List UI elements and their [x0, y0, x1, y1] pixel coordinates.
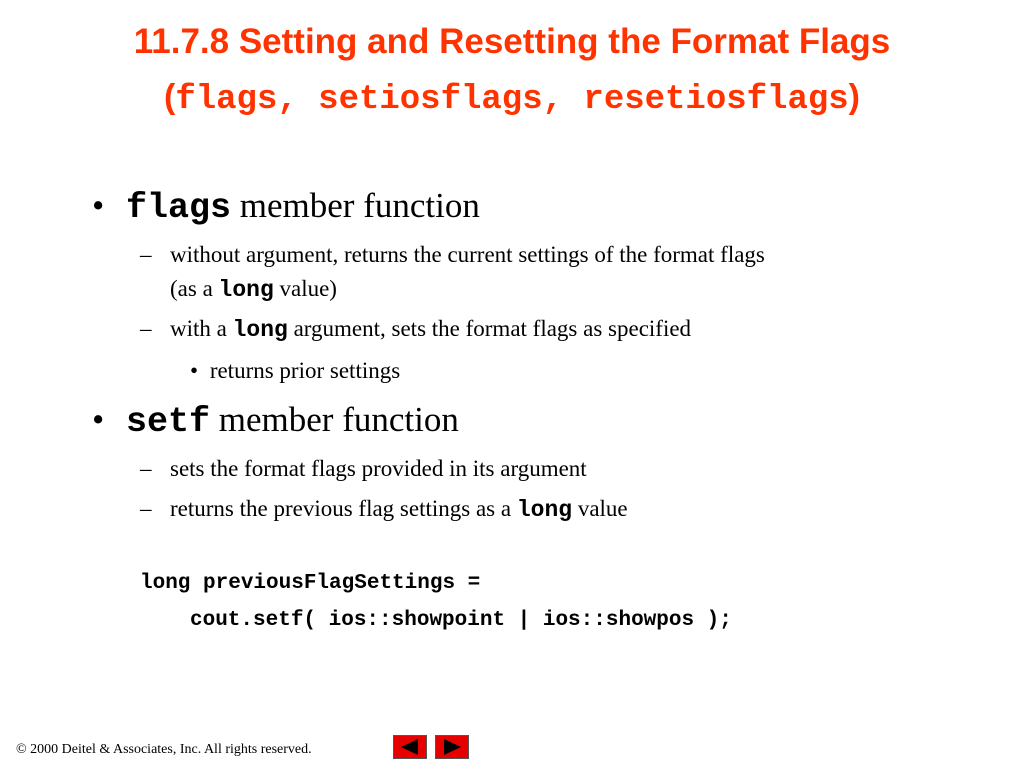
subtitle-open-paren: (: [164, 78, 176, 116]
bullet-keyword: setf: [126, 402, 211, 442]
inline-code: long: [232, 317, 288, 343]
sub-sub-bullet-text: returns prior settings: [209, 358, 401, 383]
sub-bullet: [140, 496, 628, 523]
dash-marker: –: [140, 316, 152, 341]
dash-marker: –: [140, 496, 152, 521]
next-slide-button[interactable]: [435, 735, 469, 759]
subtitle-close-paren: ): [848, 78, 860, 116]
bullet-setf: [92, 400, 459, 442]
copyright-text: 2000 Deitel & Associates, Inc. All rights reserved.: [26, 742, 312, 757]
bullet-text: member function: [210, 400, 459, 439]
sub-sub-bullet: [190, 358, 400, 384]
copyright-footer: [16, 742, 312, 758]
sub-bullet: [140, 242, 765, 268]
previous-slide-button[interactable]: [393, 735, 427, 759]
slide-subtitle: [0, 78, 1024, 119]
bullet-marker: •: [190, 358, 199, 383]
copyright-icon: ©: [16, 742, 27, 757]
bullet-text: member function: [231, 186, 480, 225]
sub-bullet-text: returns the previous flag settings as a: [170, 496, 517, 521]
sub-bullet-text: without argument, returns the current settings of the format flags: [170, 242, 765, 267]
sub-bullet-text: (as a: [170, 276, 219, 301]
sub-bullet-text: argument, sets the format flags as specified: [287, 316, 692, 341]
inline-code: long: [516, 497, 573, 523]
left-arrow-icon: [394, 736, 426, 758]
code-line: long previousFlagSettings =: [140, 572, 481, 595]
sub-bullet-text: sets the format flags provided in its argument: [170, 456, 587, 481]
bullet-marker: •: [92, 186, 105, 225]
inline-code: long: [218, 277, 274, 303]
bullet-keyword: flags: [126, 188, 232, 228]
subtitle-code: flags, setiosflags, resetiosflags: [175, 81, 849, 119]
sub-bullet: [140, 456, 587, 482]
slide-title: 11.7.8 Setting and Resetting the Format Flags: [133, 22, 891, 61]
sub-bullet-text: value: [572, 496, 628, 521]
sub-bullet: [140, 316, 691, 343]
bullet-marker: •: [92, 400, 105, 439]
dash-marker: –: [140, 242, 152, 267]
sub-bullet-text: value): [273, 276, 337, 301]
code-line: cout.setf( ios::showpoint | ios::showpos );: [190, 609, 732, 632]
sub-bullet-text: with a: [170, 316, 233, 341]
sub-bullet-continuation: [170, 276, 337, 303]
bullet-flags: [92, 186, 480, 228]
dash-marker: –: [140, 456, 152, 481]
right-arrow-icon: [436, 736, 468, 758]
